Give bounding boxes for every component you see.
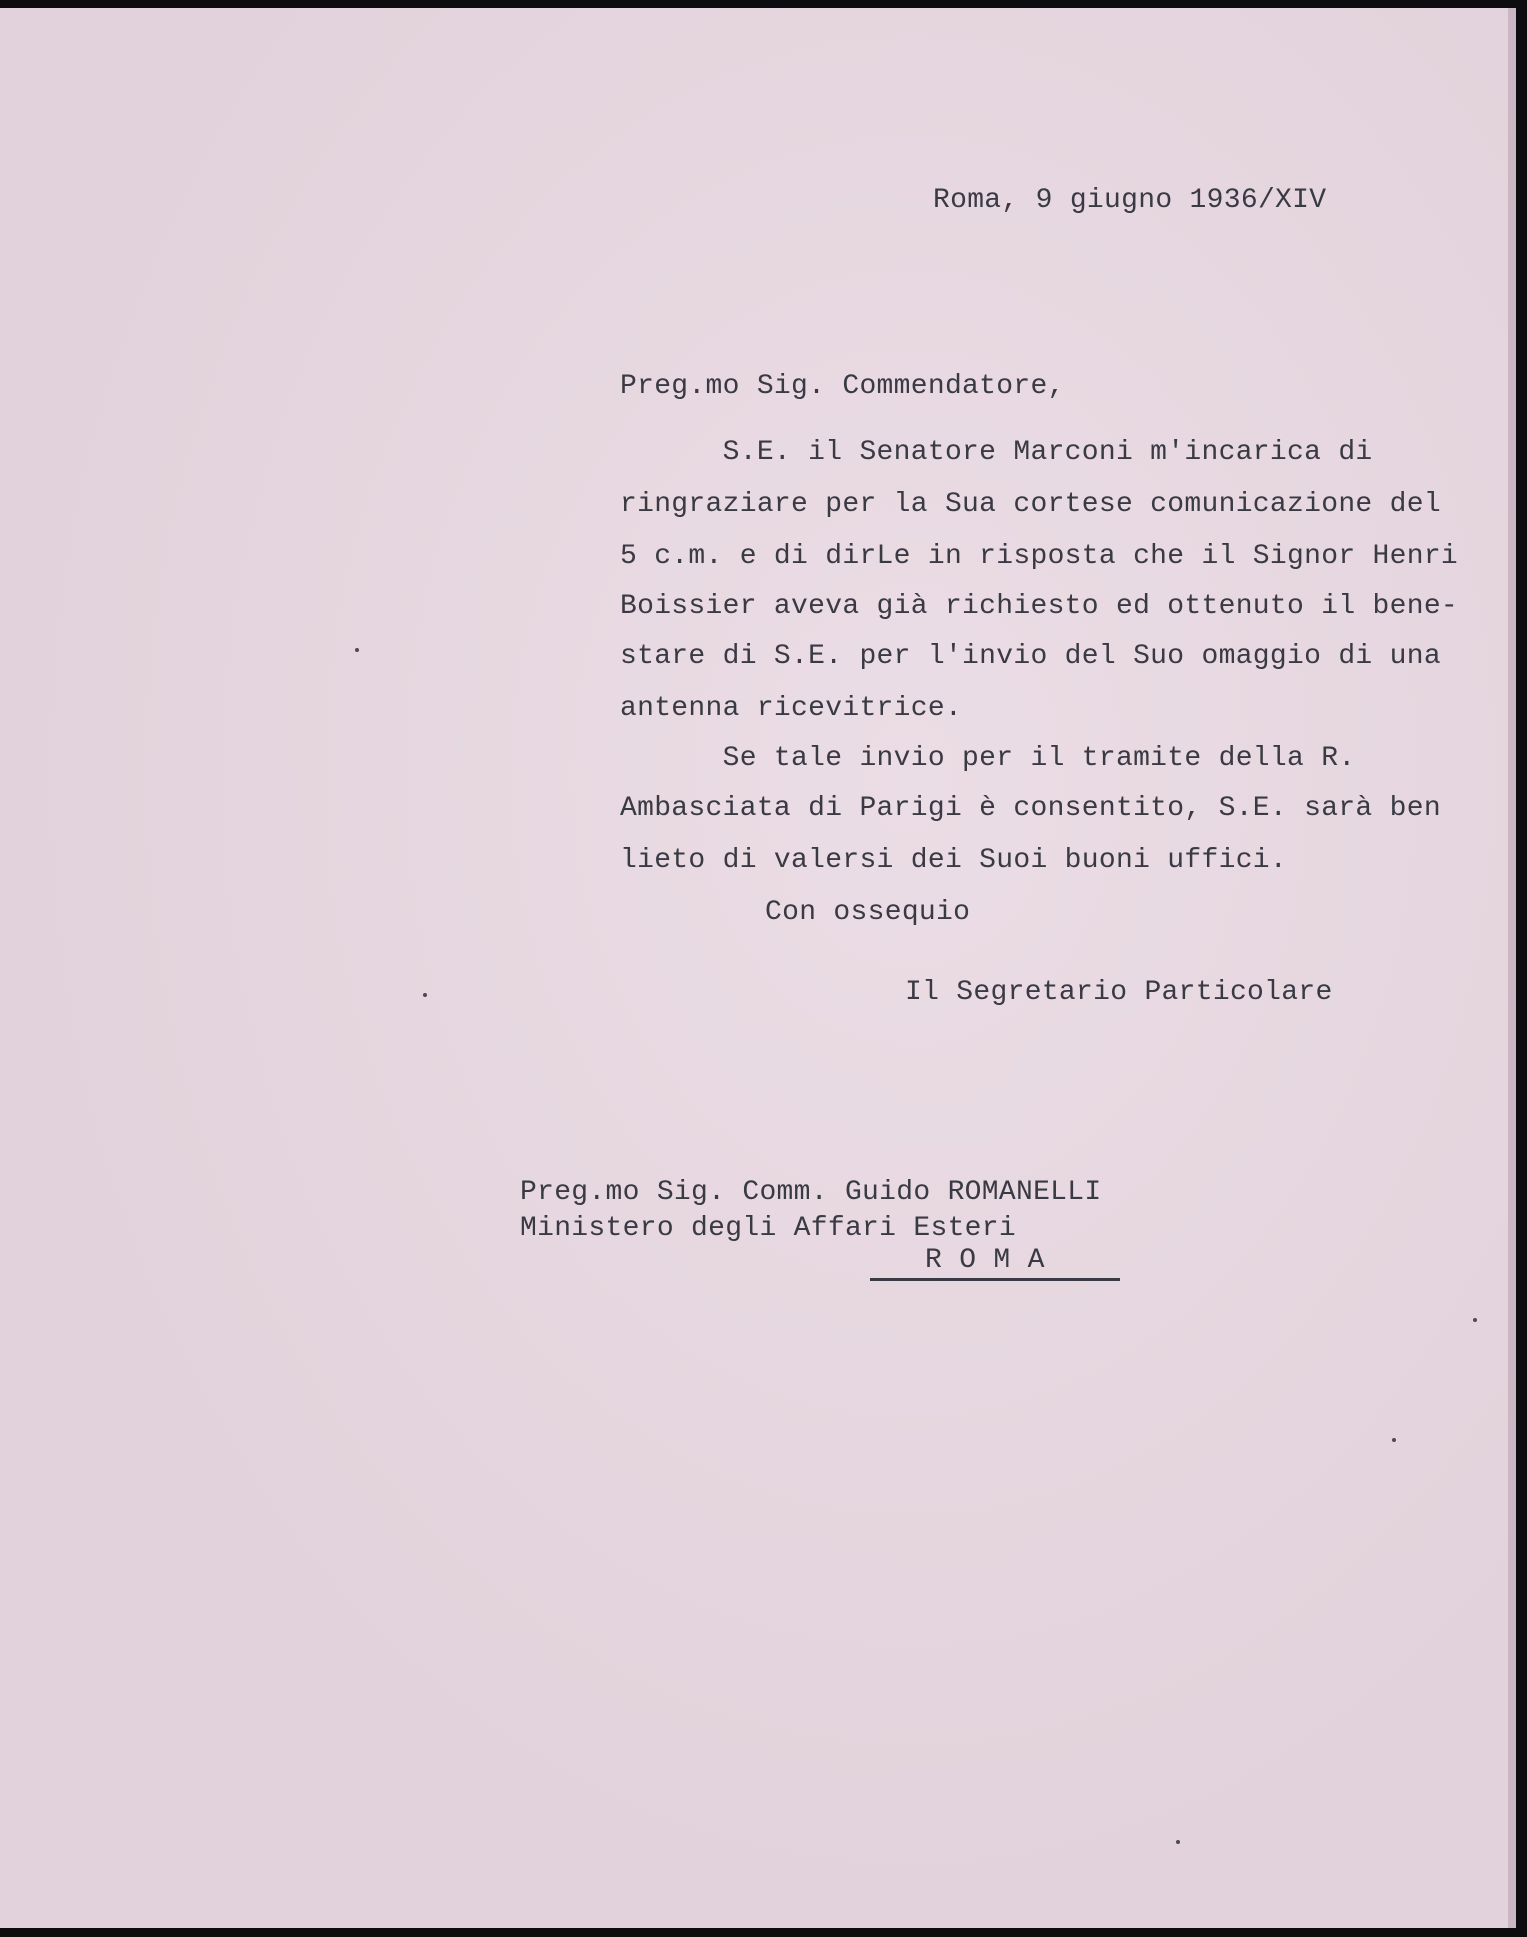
paper-speck bbox=[423, 993, 427, 997]
letter-date: Roma, 9 giugno 1936/XIV bbox=[933, 185, 1327, 216]
address-recipient: Preg.mo Sig. Comm. Guido ROMANELLI bbox=[520, 1177, 1102, 1208]
watermark-ghost bbox=[820, 48, 910, 1928]
letter-signature: Il Segretario Particolare bbox=[905, 977, 1333, 1008]
address-city: R O M A bbox=[925, 1245, 1045, 1276]
paper-speck bbox=[1392, 1438, 1396, 1442]
body-line-2: ringraziare per la Sua cortese comunicazione del bbox=[620, 489, 1441, 520]
paper-speck bbox=[1176, 1840, 1180, 1844]
body-line-8: Ambasciata di Parigi è consentito, S.E. sarà ben bbox=[620, 793, 1441, 824]
address-ministry: Ministero degli Affari Esteri bbox=[520, 1213, 1016, 1244]
paper-speck bbox=[355, 648, 359, 652]
body-line-4: Boissier aveva già richiesto ed ottenuto il bene- bbox=[620, 591, 1459, 622]
body-line-6: antenna ricevitrice. bbox=[620, 693, 963, 724]
body-line-7: Se tale invio per il tramite della R. bbox=[620, 743, 1356, 774]
body-line-5: stare di S.E. per l'invio del Suo omaggio di una bbox=[620, 641, 1441, 672]
letter-closing: Con ossequio bbox=[765, 897, 971, 928]
letter-page bbox=[0, 8, 1516, 1928]
city-underline bbox=[870, 1278, 1120, 1281]
body-line-1: S.E. il Senatore Marconi m'incarica di bbox=[620, 437, 1373, 468]
letter-salutation: Preg.mo Sig. Commendatore, bbox=[620, 371, 1065, 402]
body-line-9: lieto di valersi dei Suoi buoni uffici. bbox=[620, 845, 1288, 876]
body-line-3: 5 c.m. e di dirLe in risposta che il Signor Henri bbox=[620, 541, 1459, 572]
paper-speck bbox=[1473, 1318, 1477, 1322]
